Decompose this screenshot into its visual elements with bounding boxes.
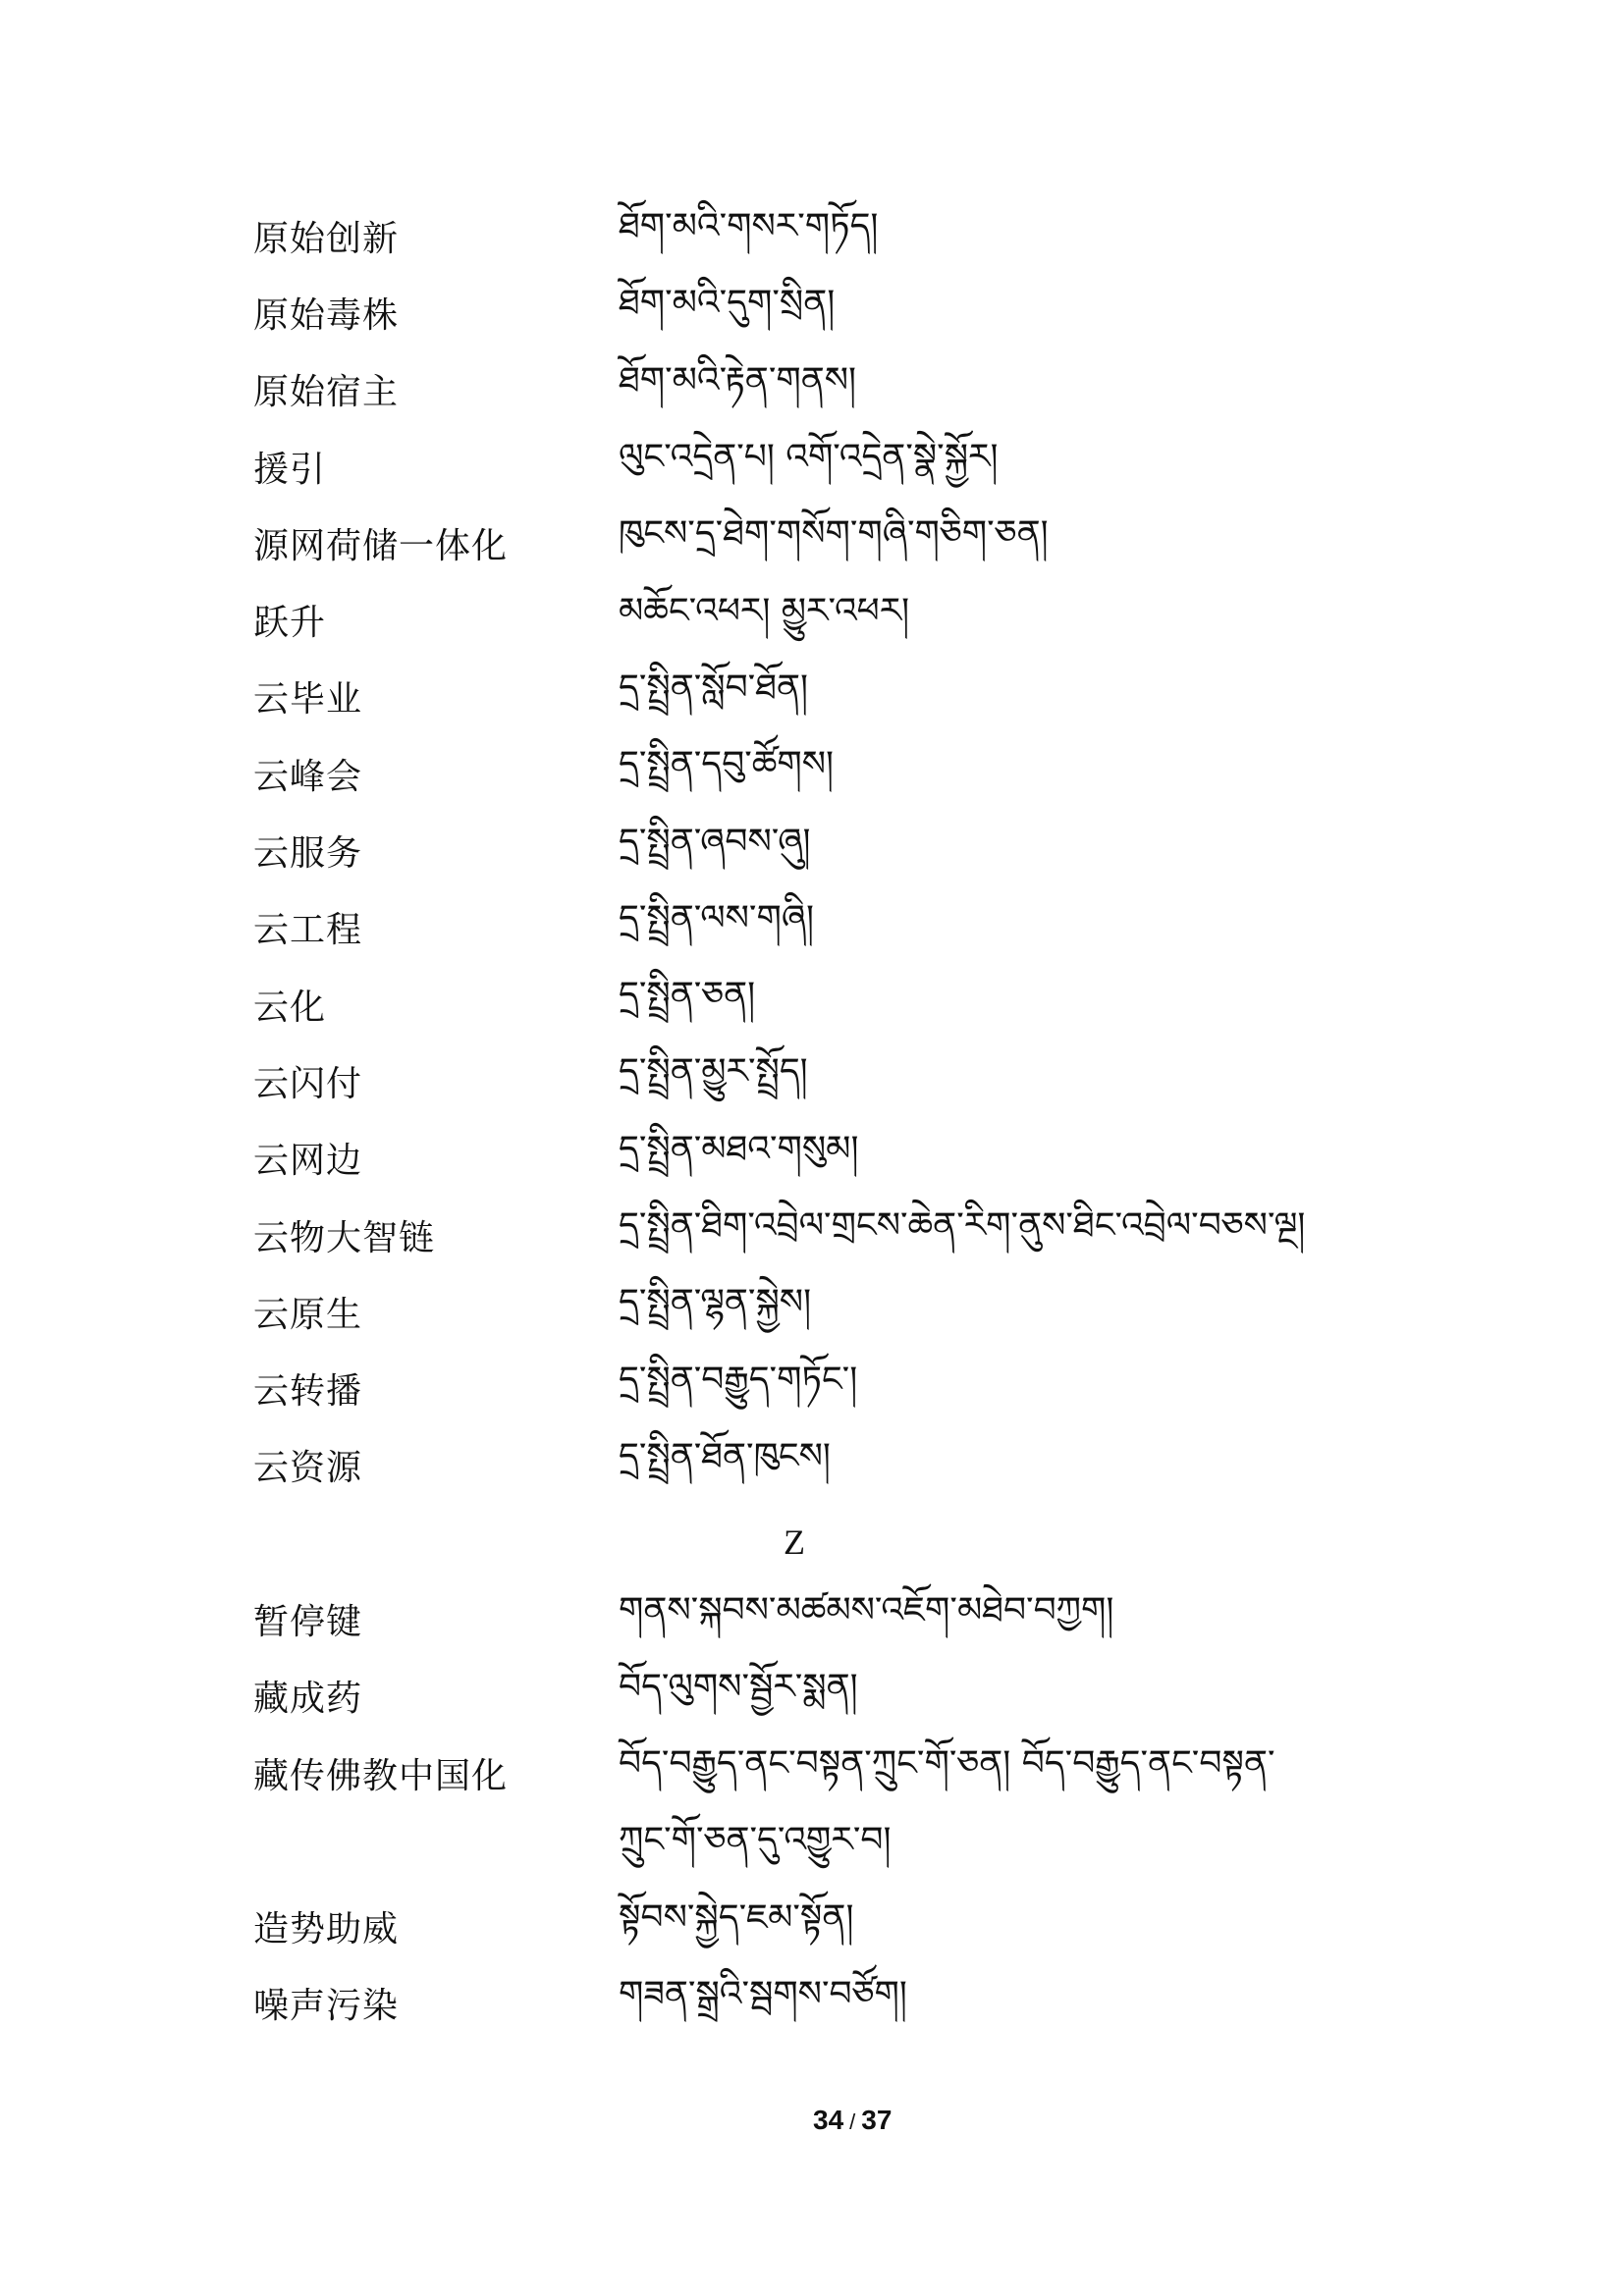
- tibetan-term: གཟན་སྒྲའི་སྦགས་བཙོག།: [619, 1973, 907, 2014]
- glossary-entry: [253, 966, 1530, 1042]
- glossary-entry: [253, 1735, 1530, 1811]
- tibetan-term: བོད་བརྒྱུད་ནང་བསྟན་ཀྲུང་གོ་ཅན། བོད་བརྒྱུད་ནང་བསྟན་: [619, 1743, 1275, 1785]
- chinese-term: 原始毒株: [253, 294, 400, 336]
- glossary-entry: [253, 812, 1530, 888]
- tibetan-term: གནས་སྐབས་མཚམས་འཇོག་མཐེབ་བཀྱག།: [619, 1589, 1114, 1630]
- total-pages: 37: [861, 2105, 893, 2135]
- glossary-entry: [253, 581, 1530, 658]
- chinese-term: 云毕业: [253, 679, 363, 721]
- tibetan-term: ལུང་འདྲེན་པ། འགོ་འདྲེན་སྣེ་སྐྱོར།: [619, 437, 999, 478]
- chinese-term: 云物大智链: [253, 1217, 436, 1258]
- chinese-term: 藏成药: [253, 1679, 363, 1720]
- chinese-term: 云闪付: [253, 1063, 363, 1104]
- tibetan-term: དྲ་སྤྲིན་མཐའ་གསུམ།: [619, 1128, 859, 1169]
- chinese-term: 噪声污染: [253, 1986, 400, 2027]
- tibetan-term: སྟོབས་སྐྱེད་ཇམ་སྟོན།: [619, 1896, 854, 1938]
- chinese-term: 云峰会: [253, 756, 363, 797]
- glossary-entry: [253, 274, 1530, 350]
- chinese-term: 跃升: [253, 603, 327, 644]
- chinese-term: 云资源: [253, 1448, 363, 1489]
- chinese-term: 源网荷储一体化: [253, 525, 509, 566]
- chinese-term: 暂停键: [253, 1601, 363, 1642]
- chinese-term: 藏传佛教中国化: [253, 1755, 509, 1796]
- tibetan-term: དྲ་སྤྲིན་ལས་གཞི།: [619, 897, 815, 938]
- current-page: 34: [813, 2105, 844, 2135]
- chinese-term: 云原生: [253, 1294, 363, 1335]
- page-separator: /: [849, 2109, 856, 2134]
- glossary-entry: [253, 1580, 1530, 1657]
- chinese-term: 原始宿主: [253, 372, 400, 413]
- chinese-term: 云工程: [253, 910, 363, 951]
- tibetan-term: ཐོག་མའི་གསར་གཏོད།: [619, 206, 879, 247]
- chinese-term: 云网边: [253, 1141, 363, 1182]
- tibetan-term: ཐོག་མའི་དུག་སྲིན།: [619, 283, 836, 324]
- glossary-entry: [253, 1965, 1530, 2042]
- tibetan-term: དྲ་སྤྲིན་སློབ་ཐོན།: [619, 667, 808, 708]
- tibetan-term: དྲ་སྤྲིན་ལྷན་སྐྱེས།: [619, 1282, 812, 1323]
- glossary-entry: [253, 1042, 1530, 1119]
- chinese-term: 造势助威: [253, 1909, 400, 1950]
- page-number: [813, 2105, 892, 2136]
- tibetan-term: དྲ་སྤྲིན་ཐིག་འབྲེལ་གྲངས་ཆེན་རིག་ནུས་ཐིང་འབྲེལ་བཅས་ལྔ།: [619, 1205, 1306, 1247]
- chinese-term: 原始创新: [253, 218, 400, 259]
- glossary-entry: [253, 1427, 1530, 1504]
- tibetan-term: དྲ་སྤྲིན་ཅན།: [619, 975, 756, 1016]
- glossary-entry: [253, 197, 1530, 274]
- tibetan-term: ཁུངས་དྲ་ཐེག་གསོག་གཞི་གཅིག་ཅན།: [619, 513, 1049, 555]
- section-letter: Z: [784, 1522, 805, 1563]
- tibetan-term: མཆོང་འཕར། མྱུར་འཕར།: [619, 590, 910, 631]
- tibetan-term: དྲ་སྤྲིན་མྱུར་སྤྲོད།: [619, 1051, 808, 1093]
- glossary-entry: [253, 735, 1530, 812]
- tibetan-term: དྲ་སྤྲིན་ཞབས་ཞུ།: [619, 821, 811, 862]
- tibetan-term: ཐོག་མའི་རྟེན་གནས།: [619, 359, 857, 400]
- tibetan-term: བོད་ལུགས་སྦྱོར་སྨན།: [619, 1666, 858, 1707]
- tibetan-term-continuation: ཀྲུང་གོ་ཅན་དུ་འགྱུར་བ།: [619, 1820, 892, 1861]
- tibetan-term: དྲ་སྤྲིན་དབུ་ཚོགས།: [619, 744, 835, 785]
- tibetan-term: དྲ་སྤྲིན་བརྒྱུད་གཏོང་།: [619, 1359, 858, 1400]
- chinese-term: 云转播: [253, 1371, 363, 1413]
- chinese-term: 云化: [253, 987, 327, 1028]
- glossary-entry: [253, 889, 1530, 966]
- tibetan-term: དྲ་སྤྲིན་ཐོན་ཁུངས།: [619, 1435, 831, 1476]
- chinese-term: 援引: [253, 449, 327, 490]
- glossary-entry: [253, 1350, 1530, 1426]
- glossary-list: [253, 197, 1530, 2042]
- glossary-entry: [253, 1197, 1530, 1273]
- chinese-term: 云服务: [253, 833, 363, 875]
